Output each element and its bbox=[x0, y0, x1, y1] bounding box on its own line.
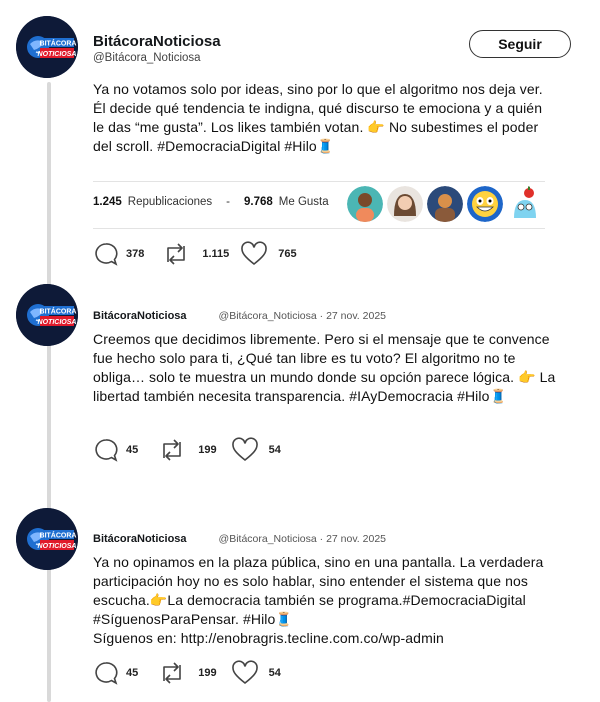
retweet-button[interactable] bbox=[158, 660, 216, 686]
tweet-actions bbox=[93, 241, 297, 267]
retweet-button[interactable] bbox=[162, 241, 229, 267]
thread-line bbox=[47, 82, 51, 702]
reply-text bbox=[93, 330, 573, 406]
reply-line: escucha.👉La democracia también se programa.#DemocraciaDigital bbox=[93, 592, 526, 608]
reply-count: 45 bbox=[126, 667, 139, 679]
liker-avatars bbox=[347, 186, 543, 222]
reply-icon bbox=[93, 437, 119, 463]
tweet-line: del scroll. #DemocraciaDigital #Hilo🧵 bbox=[93, 138, 335, 154]
tweet-text bbox=[93, 80, 573, 156]
reply-text bbox=[93, 553, 573, 648]
liker-avatar[interactable] bbox=[387, 186, 423, 222]
reply-line: Ya no opinamos en la plaza pública, sino en una pantalla. La verdadera bbox=[93, 554, 544, 570]
avatar[interactable] bbox=[16, 508, 78, 570]
likes-label[interactable]: Me Gusta bbox=[278, 196, 329, 208]
svg-text:NOTICIOSA: NOTICIOSA bbox=[37, 319, 77, 326]
bitacora-logo-icon bbox=[16, 508, 78, 570]
reply-handle-date[interactable]: @Bitácora_Noticiosa · 27 nov. 2025 bbox=[218, 310, 387, 322]
bitacora-logo-icon bbox=[16, 16, 78, 78]
likes-count[interactable]: 9.768 bbox=[244, 196, 273, 208]
retweet-count: 199 bbox=[198, 444, 217, 456]
liker-avatar[interactable] bbox=[467, 186, 503, 222]
avatar[interactable] bbox=[16, 16, 78, 78]
reply-button[interactable] bbox=[93, 241, 144, 267]
reply-button[interactable] bbox=[93, 437, 138, 463]
reply-icon bbox=[93, 241, 119, 267]
reply-line: participación hoy no es solo hablar, sino entender el sistema que nos bbox=[93, 573, 528, 589]
reply-actions bbox=[93, 437, 281, 463]
tweet-line: Él decide qué tendencia te indigna, qué discurso te emociona y a quién bbox=[93, 100, 543, 116]
engagement-stats bbox=[93, 196, 329, 208]
reply-line: fue hecho solo para ti, ¿Qué tan libre es tu voto? El algoritmo no te bbox=[93, 350, 516, 366]
follow-button[interactable]: Seguir bbox=[469, 30, 571, 58]
like-button[interactable] bbox=[240, 241, 296, 267]
retweet-icon bbox=[158, 660, 186, 686]
tweet-line: Ya no votamos solo por ideas, sino por lo que el algoritmo nos deja ver. bbox=[93, 81, 543, 97]
svg-text:BITÁCORA: BITÁCORA bbox=[39, 308, 77, 316]
svg-text:NOTICIOSA: NOTICIOSA bbox=[37, 51, 77, 58]
bitacora-logo-icon bbox=[16, 284, 78, 346]
reply-line: libertad también necesita transparencia. #IAyDemocracia #Hilo🧵 bbox=[93, 388, 508, 404]
reply-actions bbox=[93, 660, 281, 686]
reply-header bbox=[93, 533, 386, 545]
retweet-icon bbox=[162, 241, 190, 267]
reply-author-name[interactable]: BitácoraNoticiosa bbox=[93, 533, 187, 545]
retweet-button[interactable] bbox=[158, 437, 216, 463]
tweet-line: le das “me gusta”. Los likes también votan. 👉 No subestimes el poder bbox=[93, 119, 539, 135]
like-button[interactable] bbox=[231, 660, 281, 686]
reply-count: 378 bbox=[126, 248, 145, 260]
liker-avatar[interactable] bbox=[427, 186, 463, 222]
like-count: 54 bbox=[268, 667, 281, 679]
svg-text:BITÁCORA: BITÁCORA bbox=[39, 40, 77, 48]
heart-icon bbox=[231, 437, 259, 463]
divider bbox=[93, 228, 545, 229]
reply-handle-date[interactable]: @Bitácora_Noticiosa · 27 nov. 2025 bbox=[218, 533, 387, 545]
reply-link-line[interactable]: Síguenos en: http://enobragris.tecline.com.co/wp-admin bbox=[93, 630, 444, 646]
svg-text:NOTICIOSA: NOTICIOSA bbox=[37, 543, 77, 550]
reply-line: Creemos que decidimos libremente. Pero si el mensaje que te convence bbox=[93, 331, 550, 347]
reply-count: 45 bbox=[126, 444, 139, 456]
retweet-count: 1.115 bbox=[202, 248, 230, 260]
account-handle[interactable]: @Bitácora_Noticiosa bbox=[93, 52, 201, 64]
liker-avatar[interactable] bbox=[347, 186, 383, 222]
retweet-count: 199 bbox=[198, 667, 217, 679]
reposts-count[interactable]: 1.245 bbox=[93, 196, 122, 208]
liker-avatar[interactable] bbox=[507, 186, 543, 222]
svg-text:BITÁCORA: BITÁCORA bbox=[39, 532, 77, 540]
like-count: 54 bbox=[268, 444, 281, 456]
reply-button[interactable] bbox=[93, 660, 138, 686]
reply-author-name[interactable]: BitácoraNoticiosa bbox=[93, 310, 187, 322]
reposts-label[interactable]: Republicaciones bbox=[127, 196, 213, 208]
like-button[interactable] bbox=[231, 437, 281, 463]
like-count: 765 bbox=[278, 248, 297, 260]
avatar[interactable] bbox=[16, 284, 78, 346]
reply-line: obliga… solo te muestra un mundo donde su opción parece lógica. 👉 La bbox=[93, 369, 556, 385]
reply-icon bbox=[93, 660, 119, 686]
stats-separator: - bbox=[226, 196, 231, 208]
divider bbox=[93, 181, 545, 182]
account-name[interactable]: BitácoraNoticiosa bbox=[93, 33, 221, 50]
reply-header bbox=[93, 310, 386, 322]
heart-icon bbox=[231, 660, 259, 686]
retweet-icon bbox=[158, 437, 186, 463]
reply-line: #SíguenosParaPensar. #Hilo🧵 bbox=[93, 611, 293, 627]
heart-icon bbox=[240, 241, 268, 267]
